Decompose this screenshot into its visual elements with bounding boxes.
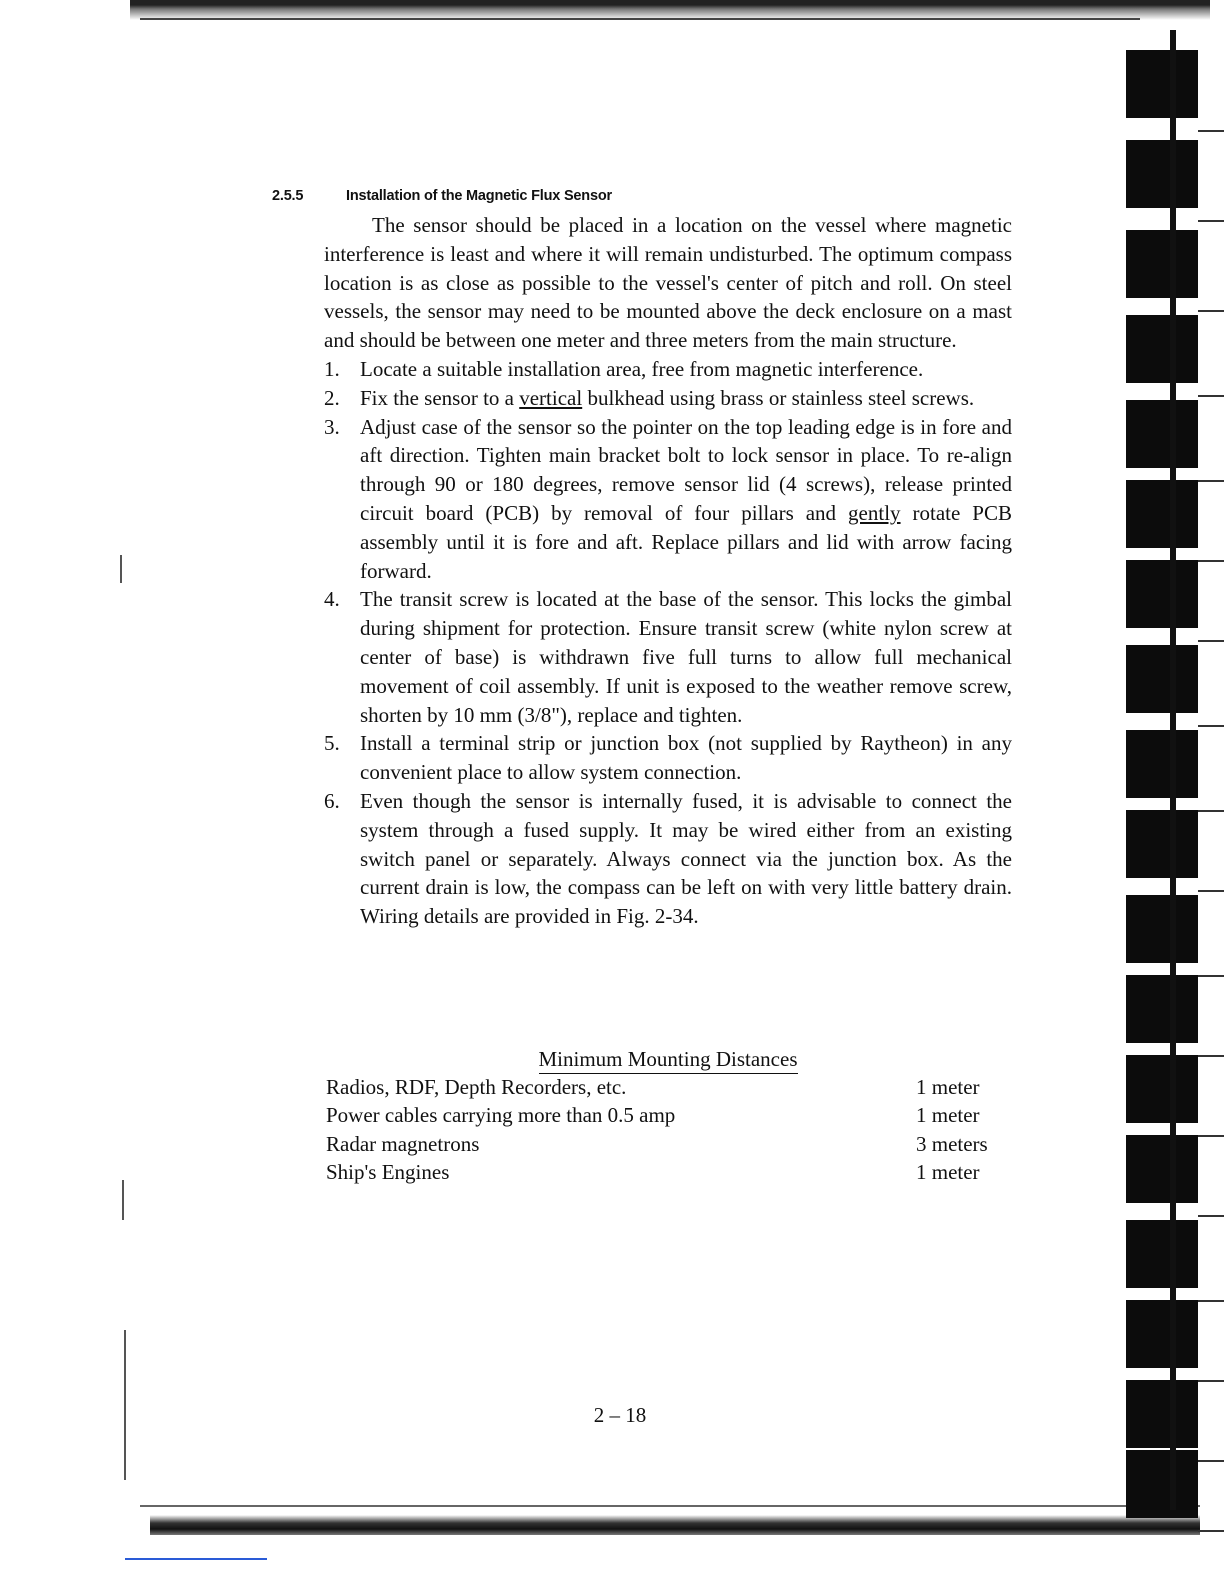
table-row [326, 1101, 1016, 1129]
binding-tick [1198, 480, 1224, 482]
binding-tab [1126, 315, 1198, 383]
distances-title: Minimum Mounting Distances [324, 1045, 1012, 1073]
section-heading [272, 184, 612, 208]
binding-tab [1126, 140, 1198, 208]
binding-tab [1126, 975, 1198, 1043]
binding-tab [1126, 560, 1198, 628]
binding-tab [1126, 1300, 1198, 1368]
scan-top-line [140, 18, 1140, 20]
body-text [324, 211, 1012, 931]
distance-value: 3 meters [916, 1131, 988, 1156]
step-text: Fix the sensor to a vertical bulkhead using brass or stainless steel screws. [360, 385, 975, 410]
binding-tab [1126, 50, 1198, 118]
binding-tick [1198, 1380, 1224, 1382]
step-text: Install a terminal strip or junction box (not supplied by Raytheon) in any convenient place to allow system connection. [360, 731, 1012, 785]
binding-spine [1170, 30, 1176, 1510]
section-title: Installation of the Magnetic Flux Sensor [346, 188, 612, 204]
scan-speck [122, 1180, 124, 1220]
binding-tab [1126, 730, 1198, 798]
table-row [326, 1073, 1016, 1101]
scan-speck [120, 555, 122, 583]
binding-tab [1126, 480, 1198, 548]
binding-tab [1126, 1450, 1198, 1518]
scan-blue-line [125, 1558, 267, 1560]
binding-tick [1198, 560, 1224, 562]
binding-tick [1198, 640, 1224, 642]
spiral-binding [1126, 30, 1224, 1510]
step-number: 4. [324, 587, 340, 612]
binding-tick [1198, 1215, 1224, 1217]
binding-tick [1198, 975, 1224, 977]
binding-tick [1198, 725, 1224, 727]
scan-speck [124, 1330, 126, 1480]
binding-tick [1198, 310, 1224, 312]
distance-item: Radar magnetrons [326, 1131, 480, 1156]
binding-tab [1126, 1135, 1198, 1203]
step-text: Even though the sensor is internally fused, it is advisable to connect the system through a fused supply. It may be wired either from an existing switch panel or separately. Always connect via the junction box. As the current drain is low, the compass can be left on with very little battery drain. Wiring details are provided in Fig. 2-34. [360, 788, 1012, 929]
scan-bottom-line [140, 1505, 1200, 1507]
binding-tab [1126, 1220, 1198, 1288]
distance-value: 1 meter [916, 1075, 980, 1099]
binding-tab [1126, 895, 1198, 963]
binding-tick [1198, 220, 1224, 222]
step-item [324, 787, 1012, 931]
binding-tick [1198, 1300, 1224, 1302]
binding-tick [1198, 1460, 1224, 1462]
binding-tick [1198, 130, 1224, 132]
binding-tick [1198, 395, 1224, 397]
section-number: 2.5.5 [272, 188, 304, 204]
step-item [324, 729, 1012, 787]
binding-tab [1126, 810, 1198, 878]
distance-item: Power cables carrying more than 0.5 amp [326, 1103, 676, 1128]
binding-tab [1126, 1380, 1198, 1448]
distance-value: 1 meter [916, 1103, 980, 1128]
binding-tick [1198, 890, 1224, 892]
scan-top-edge [130, 0, 1210, 20]
step-item [324, 413, 1012, 586]
intro-paragraph: The sensor should be placed in a location on the vessel where magnetic interference is least and where it will remain undisturbed. The optimum compass location is as close as possible to the vessel's center of pitch and roll. On steel vessels, the sensor may need to be mounted above the deck enclosure on a mast and should be between one meter and three meters from the main structure. [324, 213, 1012, 353]
step-number: 2. [324, 385, 340, 410]
underlined-word: vertical [519, 385, 583, 410]
binding-tick [1198, 1530, 1224, 1532]
step-item [324, 585, 1012, 729]
distance-item: Radios, RDF, Depth Recorders, etc. [326, 1075, 627, 1099]
step-number: 3. [324, 414, 340, 439]
step-item [324, 384, 1012, 413]
underlined-word: gently [848, 500, 901, 525]
binding-tab [1126, 1055, 1198, 1123]
page-number: 2 – 18 [593, 1403, 647, 1427]
binding-tick [1198, 1135, 1224, 1137]
binding-tab [1126, 400, 1198, 468]
step-number: 6. [324, 788, 340, 813]
distances-table [326, 1073, 1016, 1186]
binding-tick [1198, 810, 1224, 812]
binding-tab [1126, 230, 1198, 298]
table-row [326, 1158, 1016, 1186]
step-number: 1. [324, 356, 340, 381]
step-text: The transit screw is located at the base of the sensor. This locks the gimbal during shipment for protection. Ensure transit screw (white nylon screw at center of base) is withdrawn five full turns to allow full mechanical movement of coil assembly. If unit is exposed to the weather remove screw, shorten by 10 mm (3/8"), replace and tighten. [360, 587, 1012, 727]
installation-steps [324, 355, 1012, 931]
step-text: Locate a suitable installation area, free from magnetic interference. [360, 356, 924, 381]
binding-tick [1198, 1055, 1224, 1057]
step-item [324, 355, 1012, 384]
table-row [326, 1130, 1016, 1158]
binding-tab [1126, 645, 1198, 713]
distance-value: 1 meter [916, 1159, 980, 1184]
step-number: 5. [324, 731, 340, 756]
distance-item: Ship's Engines [326, 1159, 450, 1184]
step-text: Adjust case of the sensor so the pointer on the top leading edge is in fore and aft direction. Tighten main bracket bolt to lock sensor in place. To re-align through 90 or 180 degrees, remove sensor lid (4 screws), release printed circuit board (PCB) by removal of four pillars and gently rotate PCB assembly until it is fore and aft. Replace pillars and lid with arrow facing forward. [360, 414, 1013, 583]
scan-bottom-edge [150, 1515, 1200, 1535]
